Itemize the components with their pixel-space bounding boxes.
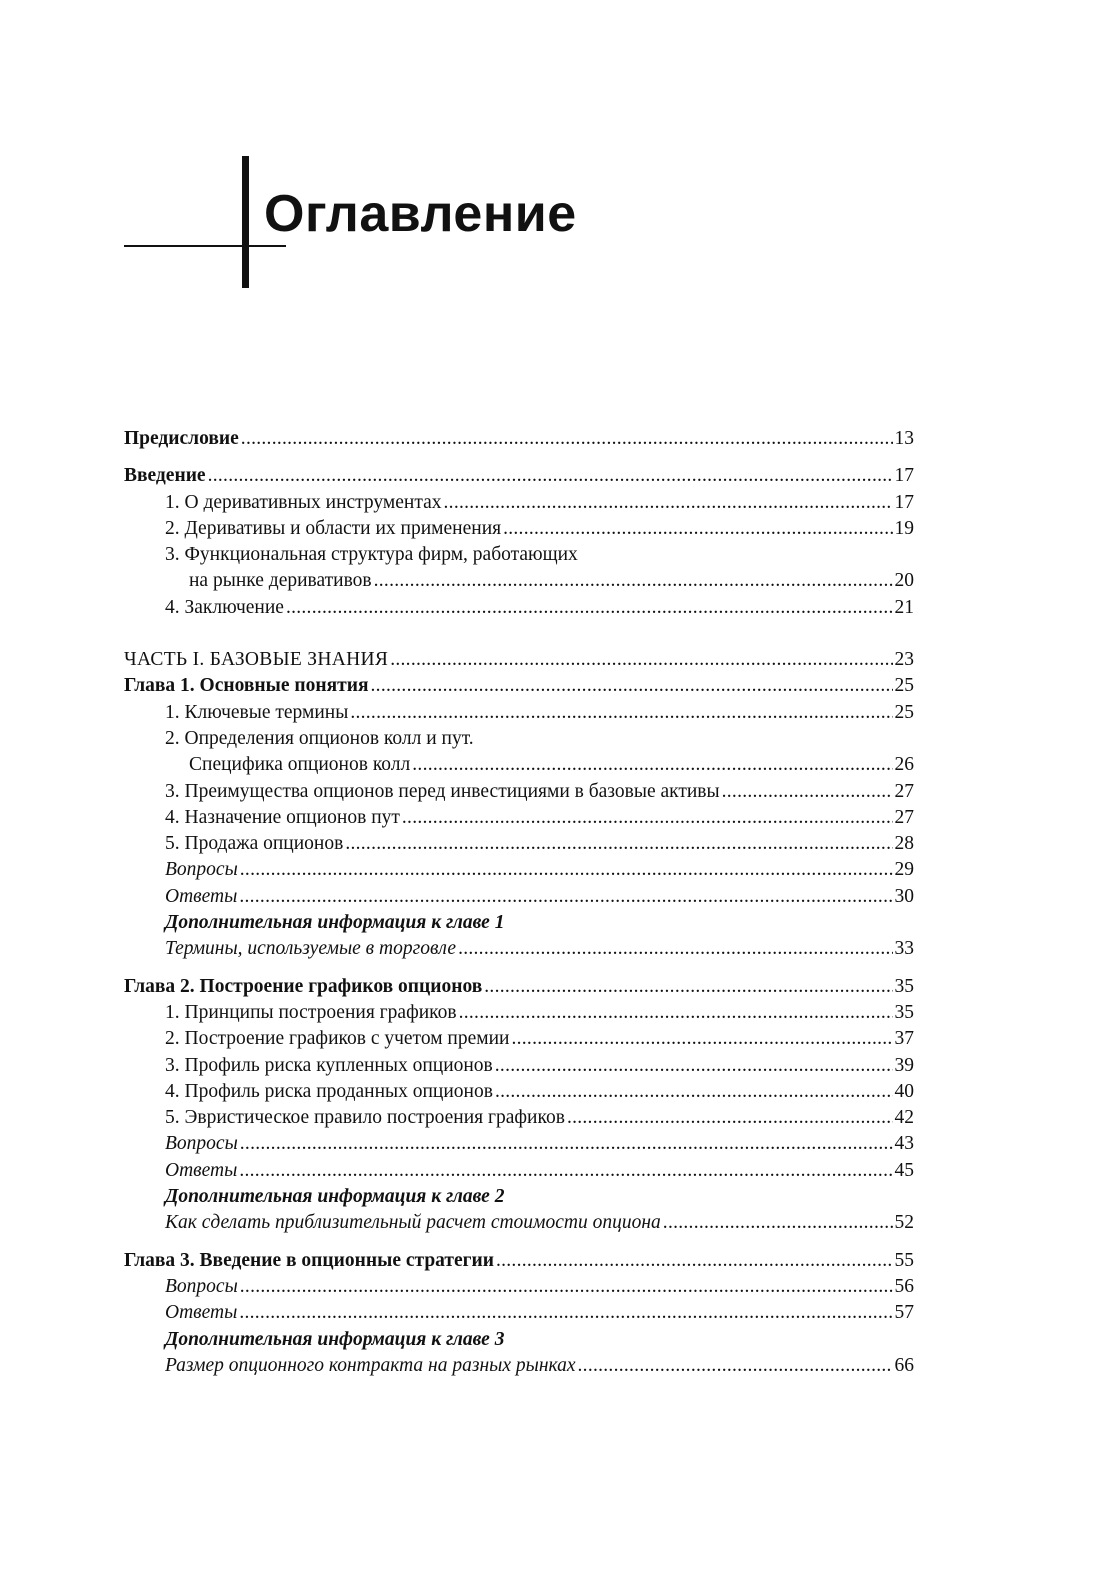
toc-entry xyxy=(124,1131,914,1157)
toc-page-number: 45 xyxy=(894,1159,914,1181)
toc-entry-title: 5. Эвристическое правило построения графиков xyxy=(165,1107,565,1129)
toc-entry xyxy=(124,1300,914,1326)
toc-leader-dots xyxy=(239,1300,892,1326)
toc-entry-title: Глава 2. Построение графиков опционов xyxy=(124,975,483,997)
toc-leader-dots xyxy=(240,857,893,883)
toc-entry xyxy=(124,1000,914,1026)
toc-page-number: 27 xyxy=(894,780,914,802)
toc-leader-dots xyxy=(390,647,892,673)
toc-leader-dots xyxy=(578,1353,893,1379)
toc-leader-dots xyxy=(240,1274,893,1300)
toc-entry xyxy=(124,647,914,673)
toc-page-number: 52 xyxy=(894,1212,914,1234)
toc-entry xyxy=(124,752,914,778)
toc-page-number: 39 xyxy=(894,1054,914,1076)
toc-page-number: 55 xyxy=(894,1249,914,1271)
toc-entry xyxy=(124,1210,914,1236)
toc-leader-dots xyxy=(345,831,892,857)
toc-entry-title: ЧАСТЬ I. БАЗОВЫЕ ЗНАНИЯ xyxy=(124,649,389,671)
toc-entry-title: 1. Ключевые термины xyxy=(165,701,349,723)
toc-page-number: 43 xyxy=(894,1133,914,1155)
toc-page-number: 25 xyxy=(894,701,914,723)
toc-entry-title: Глава 3. Введение в опционные стратегии xyxy=(124,1249,494,1271)
toc-entry xyxy=(124,779,914,805)
toc-page-number: 30 xyxy=(894,885,914,907)
toc-entry xyxy=(124,1248,914,1274)
toc-entry-title: Термины, используемые в торговле xyxy=(165,938,457,960)
toc-leader-dots xyxy=(412,752,892,778)
toc-entry-title: Вопросы xyxy=(165,1133,238,1155)
toc-entry-title: Дополнительная информация к главе 2 xyxy=(165,1186,505,1208)
toc-leader-dots xyxy=(371,673,893,699)
toc-leader-dots xyxy=(239,1158,892,1184)
toc-leader-dots xyxy=(208,463,893,489)
toc-leader-dots xyxy=(286,595,893,621)
toc-entry-title: 3. Преимущества опционов перед инвестициями в базовые активы xyxy=(165,780,720,802)
toc-page-number: 66 xyxy=(894,1354,914,1376)
toc-entry-title: 4. Заключение xyxy=(165,596,284,618)
toc-page-number: 17 xyxy=(894,465,914,487)
toc-leader-dots xyxy=(350,700,892,726)
toc-leader-dots xyxy=(458,936,892,962)
toc-leader-dots xyxy=(374,568,893,594)
toc-leader-dots xyxy=(495,1079,893,1105)
toc-entry-title: 5. Продажа опционов xyxy=(165,833,344,855)
toc-page-number: 23 xyxy=(894,649,914,671)
toc-page-number: 37 xyxy=(894,1028,914,1050)
toc-entry xyxy=(124,1274,914,1300)
toc-entry xyxy=(124,463,914,489)
toc-page-number: 20 xyxy=(894,570,914,592)
toc-page-number: 57 xyxy=(894,1302,914,1324)
toc-entry xyxy=(124,974,914,1000)
toc-leader-dots xyxy=(511,1026,892,1052)
table-of-contents xyxy=(124,426,914,1379)
toc-entry xyxy=(124,1026,914,1052)
toc-entry xyxy=(124,490,914,516)
toc-page-number: 17 xyxy=(894,491,914,513)
toc-entry xyxy=(124,936,914,962)
toc-page-number: 56 xyxy=(894,1275,914,1297)
toc-entry xyxy=(124,910,914,936)
toc-page-number: 13 xyxy=(894,428,914,449)
toc-leader-dots xyxy=(496,1248,893,1274)
toc-leader-dots xyxy=(459,1000,893,1026)
toc-entry xyxy=(124,516,914,542)
toc-entry xyxy=(124,1105,914,1131)
toc-page-number: 26 xyxy=(894,754,914,776)
toc-page-number: 28 xyxy=(894,833,914,855)
toc-entry-title: 3. Функциональная структура фирм, работающих xyxy=(165,544,578,566)
toc-entry xyxy=(124,595,914,621)
toc-entry-title: 1. Принципы построения графиков xyxy=(165,1001,457,1023)
toc-leader-dots xyxy=(402,805,893,831)
toc-entry xyxy=(124,857,914,883)
toc-leader-dots xyxy=(444,490,893,516)
toc-entry-title: 4. Профиль риска проданных опционов xyxy=(165,1080,493,1102)
toc-page-number: 25 xyxy=(894,675,914,697)
toc-entry xyxy=(124,831,914,857)
toc-entry-title: 1. О деривативных инструментах xyxy=(165,491,442,513)
toc-entry-title: 2. Определения опционов колл и пут. xyxy=(165,727,474,749)
toc-leader-dots xyxy=(722,779,893,805)
heading-horizontal-rule xyxy=(124,245,286,247)
toc-entry xyxy=(124,568,914,594)
toc-entry xyxy=(124,726,914,752)
toc-entry-title: Глава 1. Основные понятия xyxy=(124,675,369,697)
toc-entry xyxy=(124,1158,914,1184)
toc-entry-title: 2. Построение графиков с учетом премии xyxy=(165,1028,510,1050)
toc-leader-dots xyxy=(240,1131,893,1157)
toc-entry-title: Введение xyxy=(124,465,206,487)
toc-entry xyxy=(124,426,914,452)
toc-leader-dots xyxy=(503,516,892,542)
toc-entry-title: 2. Деривативы и области их применения xyxy=(165,517,502,539)
toc-entry xyxy=(124,700,914,726)
toc-entry-title: Вопросы xyxy=(165,1275,238,1297)
toc-entry-title: Ответы xyxy=(165,885,238,907)
toc-leader-dots xyxy=(495,1053,893,1079)
toc-leader-dots xyxy=(241,426,893,452)
toc-page-number: 40 xyxy=(894,1080,914,1102)
toc-entry-title: Как сделать приблизительный расчет стоимости опциона xyxy=(165,1212,661,1234)
toc-entry xyxy=(124,884,914,910)
toc-entry-title: Дополнительная информация к главе 3 xyxy=(165,1328,505,1350)
toc-entry xyxy=(124,542,914,568)
toc-entry xyxy=(124,673,914,699)
toc-page-number: 33 xyxy=(894,938,914,960)
toc-entry-title: Дополнительная информация к главе 1 xyxy=(165,912,505,934)
toc-entry-title: на рынке деривативов xyxy=(189,570,372,592)
toc-page-number: 29 xyxy=(894,859,914,881)
toc-page-number: 27 xyxy=(894,806,914,828)
toc-page-number: 19 xyxy=(894,517,914,539)
toc-leader-dots xyxy=(239,884,892,910)
toc-page-number: 35 xyxy=(894,1001,914,1023)
toc-entry-title: 4. Назначение опционов пут xyxy=(165,806,400,828)
toc-entry-title: Ответы xyxy=(165,1159,238,1181)
toc-entry xyxy=(124,805,914,831)
toc-entry xyxy=(124,1353,914,1379)
toc-page-number: 21 xyxy=(894,596,914,618)
toc-leader-dots xyxy=(484,974,892,1000)
toc-entry-title: Размер опционного контракта на разных рынках xyxy=(165,1354,576,1376)
toc-entry xyxy=(124,1184,914,1210)
toc-entry-title: Предисловие xyxy=(124,428,239,449)
toc-entry-title: 3. Профиль риска купленных опционов xyxy=(165,1054,493,1076)
toc-leader-dots xyxy=(663,1210,893,1236)
toc-leader-dots xyxy=(567,1105,893,1131)
toc-entry-title: Специфика опционов колл xyxy=(189,754,411,776)
toc-entry-title: Ответы xyxy=(165,1302,238,1324)
toc-entry-title: Вопросы xyxy=(165,859,238,881)
heading-vertical-rule xyxy=(242,156,249,288)
page-title: Оглавление xyxy=(264,185,577,243)
toc-entry xyxy=(124,1053,914,1079)
toc-page-number: 35 xyxy=(894,975,914,997)
toc-entry xyxy=(124,1327,914,1353)
toc-page-number: 42 xyxy=(894,1107,914,1129)
toc-entry xyxy=(124,1079,914,1105)
